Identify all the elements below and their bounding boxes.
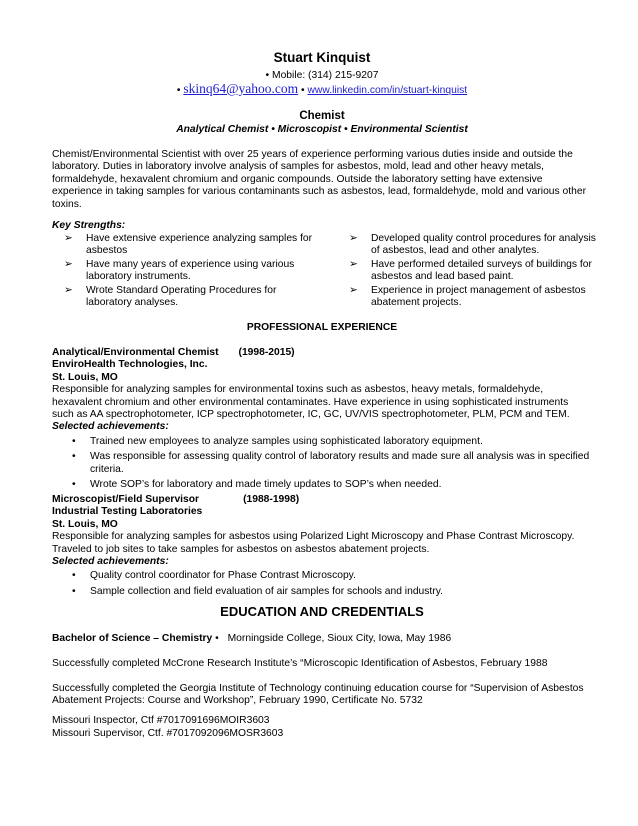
contact-line xyxy=(52,83,592,97)
experience-heading: PROFESSIONAL EXPERIENCE xyxy=(246,322,398,333)
arrow-bullet-icon: ➢ xyxy=(64,233,73,244)
achievements-list xyxy=(52,436,592,492)
job-location: St. Louis, MO xyxy=(52,371,118,383)
job-entry-1 xyxy=(52,347,592,491)
bullet-icon: • xyxy=(72,570,76,582)
job-location: St. Louis, MO xyxy=(52,518,118,530)
job-entry-2 xyxy=(52,494,592,598)
bullet-icon: • xyxy=(72,585,76,597)
job-title-line xyxy=(52,347,592,359)
job-dates: (1988-1998) xyxy=(243,494,300,505)
strength-item: ➢ Have many years of experience using various laboratory instruments. xyxy=(64,258,295,283)
arrow-bullet-icon: ➢ xyxy=(349,284,358,296)
job-subtitle: Analytical Chemist • Microscopist • Environmental Scientist xyxy=(176,124,468,135)
strength-item: ➢ Developed quality control procedures for analysis of asbestos, lead and other analytes. xyxy=(349,233,596,257)
strengths-right-list xyxy=(337,233,597,310)
candidate-name: Stuart Kinquist xyxy=(273,50,371,65)
degree-line xyxy=(52,633,592,645)
mccrone-credential: Successfully completed McCrone Research Institute’s “Microscopic Identification of Asbestos, February 1988 xyxy=(52,658,548,669)
job-position: Analytical/Environmental Chemist xyxy=(52,347,219,358)
bullet-icon: • xyxy=(72,479,76,491)
key-strengths-heading: Key Strengths: xyxy=(52,220,126,231)
achievements-label: Selected achievements: xyxy=(52,421,169,433)
job-title: Chemist xyxy=(299,110,345,122)
job-dates: (1998-2015) xyxy=(238,347,295,358)
achievements-label: Selected achievements: xyxy=(52,556,169,568)
company-name: Industrial Testing Laboratories xyxy=(52,506,203,518)
arrow-bullet-icon: ➢ xyxy=(64,284,73,296)
company-name: EnviroHealth Technologies, Inc. xyxy=(52,359,208,371)
contact-bullet: • xyxy=(176,85,181,96)
strengths-left-list xyxy=(52,233,317,310)
achievement-item: • Trained new employees to analyze samples using sophisticated laboratory equipment. xyxy=(72,435,483,447)
achievements-list xyxy=(52,570,592,598)
job-description: Responsible for analyzing samples for asbestos using Polarized Light Microscopy and Phase Contrast Microscopy. Traveled to job sites to take samples for asbestos on asbestos abatement projects. xyxy=(52,531,575,555)
education-heading: EDUCATION AND CREDENTIALS xyxy=(220,604,424,619)
strength-item: ➢ Experience in project management of asbestos abatement projects. xyxy=(349,284,586,309)
email-link[interactable]: skinq64@yahoo.com xyxy=(183,81,299,96)
arrow-bullet-icon: ➢ xyxy=(64,258,73,270)
linkedin-link[interactable]: www.linkedin.com/in/stuart-kinquist xyxy=(307,85,468,96)
mobile-number: • Mobile: (314) 215-9207 xyxy=(265,70,379,81)
strength-item: ➢ Have extensive experience analyzing samples for asbestos xyxy=(64,233,313,257)
missouri-inspector-credential: Missouri Inspector, Ctf #7017091696MOIR3603 xyxy=(52,715,270,726)
summary-paragraph: Chemist/Environmental Scientist with over 25 years of experience performing various duties inside and outside the laboratory. Duties in laboratory involve analysis of samples for asbestos, mold, lead and other heavy metals, formaldehyde, hexavalent chromium and organic compounds. Outside the laboratory setting have extensive experience in taking samples for various contaminants such as asbestos, lead, formaldehyde, mold and various other toxins. xyxy=(52,149,587,210)
achievement-item: • Wrote SOP’s for laboratory and made timely updates to SOP’s when needed. xyxy=(72,479,442,491)
degree-detail: Morningside College, Sioux City, Iowa, May 1986 xyxy=(227,633,452,644)
arrow-bullet-icon: ➢ xyxy=(349,233,358,244)
contact-bullet: • xyxy=(301,85,305,96)
georgia-tech-credential: Successfully completed the Georgia Institute of Technology continuing education course for “Supervision of Asbestos Abatement Projects: Course and Workshop”, February 1990, Certificate No. 5732 xyxy=(52,683,584,707)
strength-item: ➢ Wrote Standard Operating Procedures for laboratory analyses. xyxy=(64,284,277,309)
job-title-line xyxy=(52,494,592,506)
job-position: Microscopist/Field Supervisor xyxy=(52,494,200,505)
achievement-item: • Quality control coordinator for Phase Contrast Microscopy. xyxy=(72,570,356,582)
missouri-supervisor-credential: Missouri Supervisor, Ctf. #7017092096MOSR3603 xyxy=(52,728,284,739)
achievement-item: • Was responsible for assessing quality control of laboratory results and made sure all analysis was in specified criteria. xyxy=(72,451,590,475)
achievement-item: • Sample collection and field evaluation of air samples for schools and industry. xyxy=(72,585,443,597)
bullet-icon: • xyxy=(72,435,76,447)
job-description: Responsible for analyzing samples for environmental toxins such as asbestos, heavy metals, formaldehyde, hexavalent chromium and other environmental contaminates. Have experience in using sophisticated instruments such as AA spectrophotometer, ICP spectrophotometer, IC, GC, UV/VIS spectrophotometer, PLM, PCM and TEM. xyxy=(52,384,570,421)
degree-bullet: • xyxy=(215,633,219,644)
arrow-bullet-icon: ➢ xyxy=(349,258,358,270)
degree-name: Bachelor of Science – Chemistry xyxy=(52,633,213,644)
bullet-icon: • xyxy=(72,451,76,463)
strength-item: ➢ Have performed detailed surveys of buildings for asbestos and lead based paint. xyxy=(349,258,592,283)
